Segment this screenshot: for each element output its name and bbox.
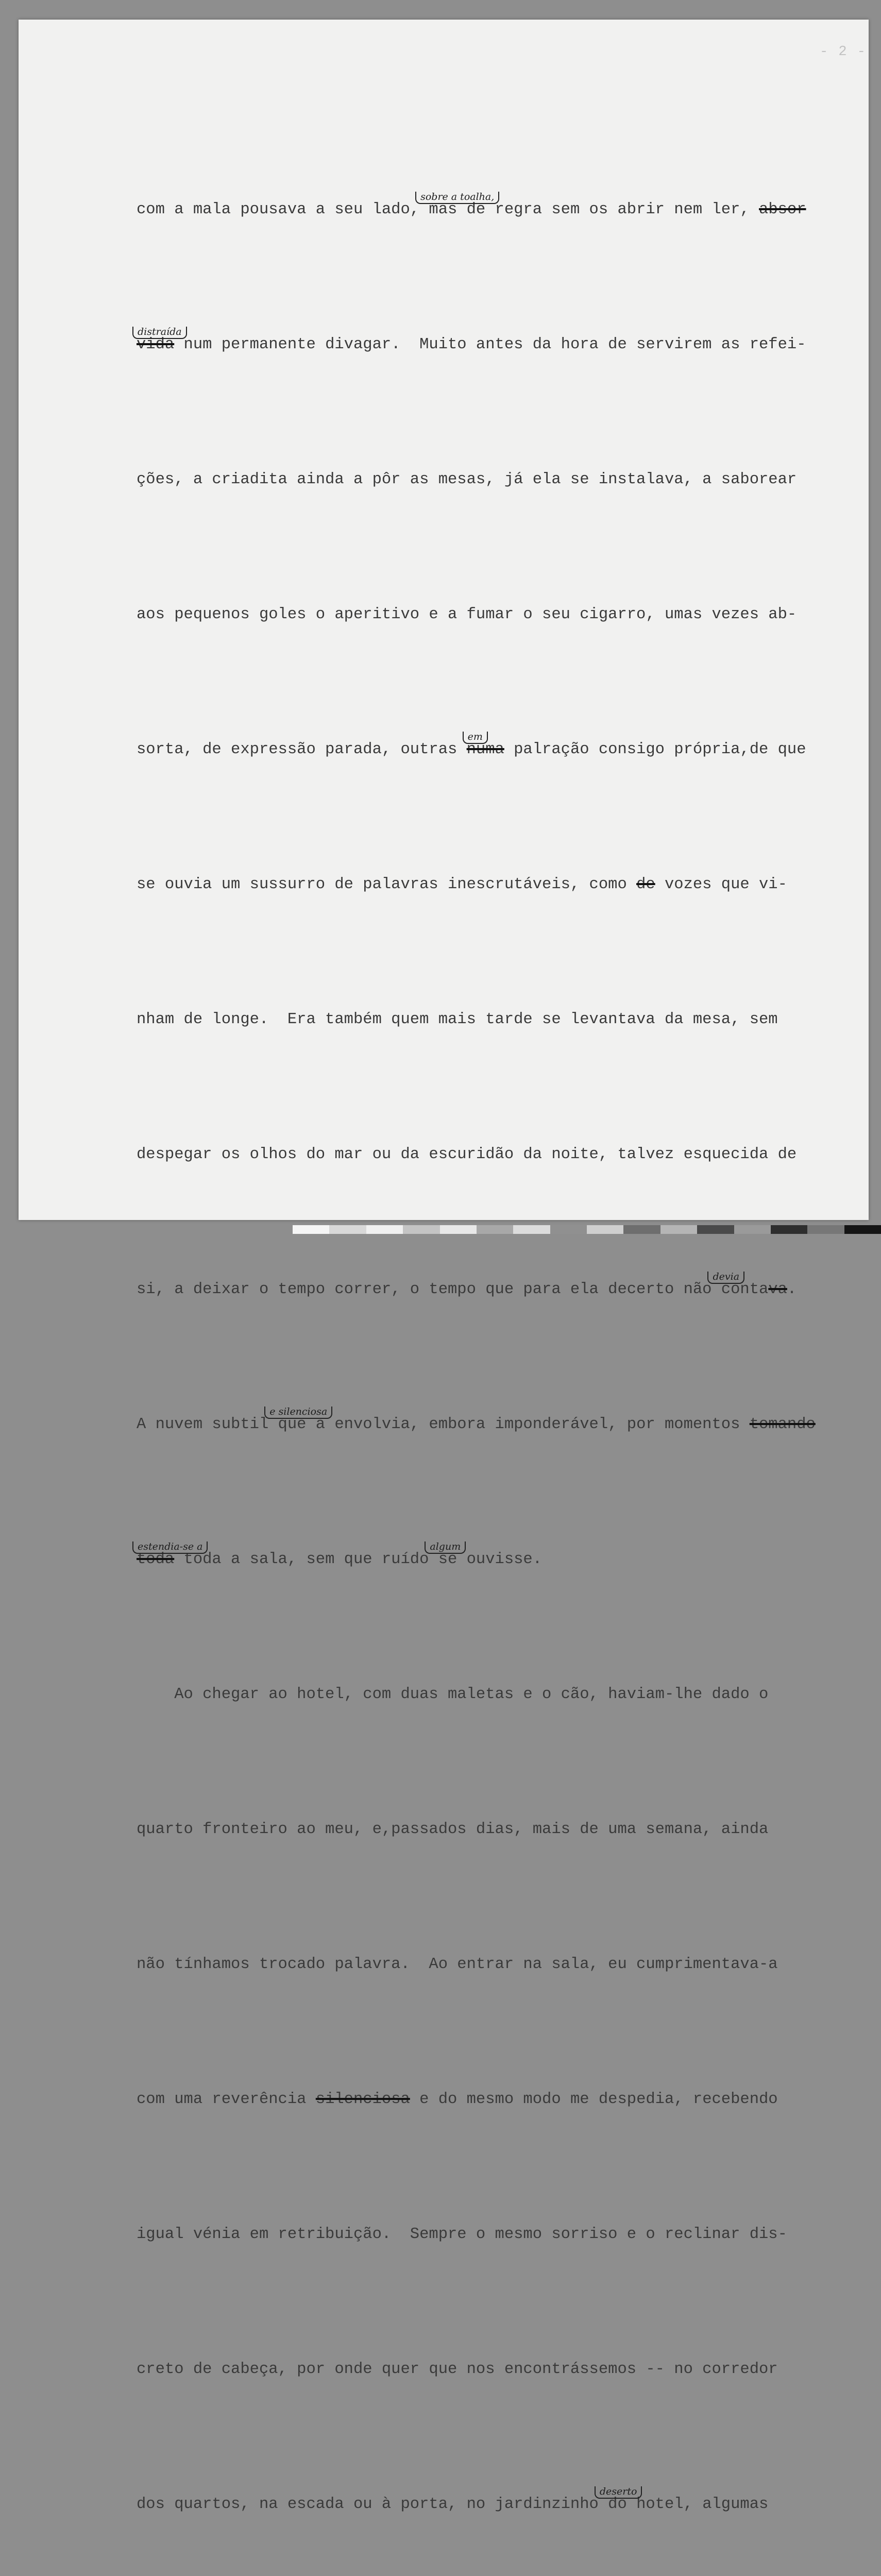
struck-word: de — [636, 875, 655, 893]
struck-word: toda — [137, 1550, 175, 1568]
text-line-5: sorta, de expressão parada, outras em numa palração consigo própria,de que — [137, 731, 806, 758]
scale-patch — [587, 1225, 623, 1234]
page-number: - 2 - — [820, 44, 867, 60]
scale-patch — [660, 1225, 697, 1234]
struck-word: vida — [137, 335, 175, 353]
scale-patch — [477, 1225, 513, 1234]
text-line-12: Ao chegar ao hotel, com duas maletas e o cão, haviam-lhe dado o — [137, 1685, 769, 1703]
handwritten-insertion: algum — [425, 1541, 466, 1554]
scale-patch — [550, 1225, 587, 1234]
handwritten-insertion: devia — [707, 1272, 744, 1284]
scale-patch — [844, 1225, 881, 1234]
text-line-11: estendia-se a toda toda a sala, sem que ruído algum se ouvisse. — [137, 1543, 863, 1577]
scale-patch — [734, 1225, 771, 1234]
text-line-2: distraída vida num permanente divagar. Muito antes da hora de servirem as refei- — [137, 328, 863, 362]
struck-word: silenciosa — [315, 2090, 410, 2108]
text-line-17: creto de cabeça, por onde quer que nos encontrássemos -- no corredor — [137, 2360, 778, 2378]
text-line-4: aos pequenos goles o aperitivo e a fumar o seu cigarro, umas vezes ab- — [137, 605, 797, 623]
struck-word: numa — [466, 740, 504, 758]
scale-patch — [513, 1225, 550, 1234]
text-line-10: A nuvem subtil e silenciosa que a envolvia, embora imponderável, por momentos tomando — [137, 1405, 816, 1433]
struck-word: absor — [759, 200, 806, 218]
scale-patch — [623, 1225, 660, 1234]
text-line-18: dos quartos, na escada ou à porta, no jardinzinho deserto do hotel, algumas — [137, 2485, 769, 2513]
color-scale-bar — [293, 1225, 881, 1234]
manuscript-page — [19, 20, 869, 2513]
scale-patch — [807, 1225, 844, 1234]
text-line-9: si, a deixar o tempo correr, o tempo que para ela decerto não devia contava. — [137, 1270, 797, 1298]
scale-patch — [293, 1225, 329, 1234]
handwritten-insertion: distraída — [132, 327, 187, 339]
text-line-6: se ouvia um sussurro de palavras inescrutáveis, como de vozes que vi- — [137, 875, 787, 893]
scale-patch — [329, 1225, 366, 1234]
scale-patch — [697, 1225, 734, 1234]
handwritten-insertion: em — [463, 732, 488, 744]
text-line-15: com uma reverência silenciosa e do mesmo modo me despedia, recebendo — [137, 2090, 778, 2108]
text-line-7: nham de longe. Era também quem mais tarde se levantava da mesa, sem — [137, 1010, 778, 1028]
struck-word: tomando — [749, 1415, 816, 1433]
handwritten-insertion: estendia-se a — [132, 1541, 208, 1554]
typed-text-body — [137, 92, 863, 2576]
text-line-14: não tínhamos trocado palavra. Ao entrar na sala, eu cumprimentava-a — [137, 1955, 778, 1973]
text-line-13: quarto fronteiro ao meu, e,passados dias, mais de uma semana, ainda — [137, 1820, 769, 1838]
scale-patch — [366, 1225, 403, 1234]
scale-patch — [440, 1225, 477, 1234]
scale-patch — [403, 1225, 439, 1234]
text-line-3: ções, a criadita ainda a pôr as mesas, já ela se instalava, a saborear — [137, 470, 797, 488]
struck-word: va — [768, 1280, 787, 1298]
text-line-1: com a mala pousava a seu lado, sobre a toalha, mas de regra sem os abrir nem ler, absor — [137, 191, 806, 218]
text-line-16: igual vénia em retribuição. Sempre o mesmo sorriso e o reclinar dis- — [137, 2225, 787, 2243]
handwritten-insertion: deserto — [595, 2486, 642, 2499]
handwritten-insertion: e silenciosa — [264, 1406, 332, 1419]
scale-patch — [771, 1225, 807, 1234]
handwritten-insertion: sobre a toalha, — [415, 192, 499, 204]
text-line-8: despegar os olhos do mar ou da escuridão da noite, talvez esquecida de — [137, 1145, 797, 1163]
